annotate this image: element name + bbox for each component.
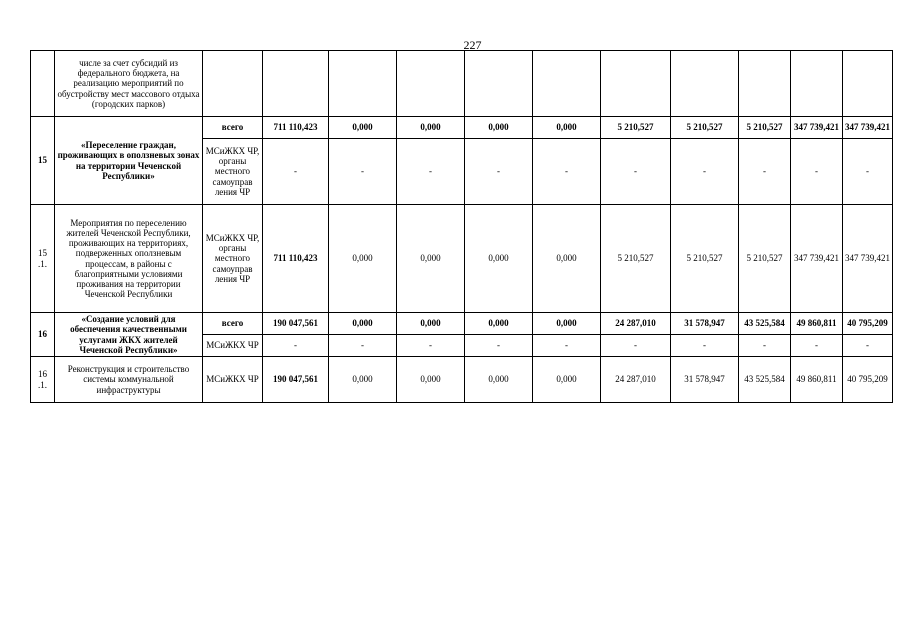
executor-cell: МСиЖКХ ЧР (203, 357, 263, 403)
value-cell: 0,000 (533, 357, 601, 403)
table-row (31, 117, 893, 139)
value-cell: 5 210,527 (671, 117, 739, 139)
value-cell: 0,000 (329, 205, 397, 313)
value-cell: 40 795,209 (843, 313, 893, 335)
value-cell: - (791, 139, 843, 205)
value-cell: - (601, 139, 671, 205)
value-cell: - (329, 335, 397, 357)
value-cell: - (465, 139, 533, 205)
value-cell: 0,000 (533, 117, 601, 139)
value-cell (791, 51, 843, 117)
value-cell: 49 860,811 (791, 313, 843, 335)
value-cell: - (739, 335, 791, 357)
value-cell: - (533, 335, 601, 357)
value-cell (263, 51, 329, 117)
value-cell: 0,000 (533, 205, 601, 313)
value-cell: 43 525,584 (739, 313, 791, 335)
value-cell: 0,000 (397, 205, 465, 313)
value-cell: 190 047,561 (263, 313, 329, 335)
row-name-cell: «Создание условий для обеспечения качественными услугами ЖКХ жителей Чеченской Республики» (55, 313, 203, 357)
row-number-cell: 15 .1. (31, 205, 55, 313)
value-cell: 347 739,421 (791, 205, 843, 313)
value-cell: 40 795,209 (843, 357, 893, 403)
value-cell: 711 110,423 (263, 205, 329, 313)
row-name-cell: «Переселение граждан, проживающих в оползневых зонах на территории Чеченской Республики» (55, 117, 203, 205)
value-cell: - (843, 335, 893, 357)
executor-cell: всего (203, 313, 263, 335)
value-cell: 5 210,527 (739, 205, 791, 313)
value-cell: 5 210,527 (739, 117, 791, 139)
value-cell: - (791, 335, 843, 357)
table-row (31, 313, 893, 335)
value-cell: 347 739,421 (843, 117, 893, 139)
value-cell: 190 047,561 (263, 357, 329, 403)
value-cell: - (263, 139, 329, 205)
value-cell (601, 51, 671, 117)
value-cell: 0,000 (465, 205, 533, 313)
value-cell: 0,000 (397, 357, 465, 403)
value-cell (533, 51, 601, 117)
executor-cell: МСиЖКХ ЧР, органы местного самоуправ ления ЧР (203, 205, 263, 313)
value-cell: 0,000 (397, 313, 465, 335)
value-cell: - (329, 139, 397, 205)
row-number-cell: 16 (31, 313, 55, 357)
row-name-cell: Мероприятия по переселению жителей Чеченской Республики, проживающих на территориях, подверженных оползневым процессам, в районы с благоприятными условиями проживания на территории Чеченской Республики (55, 205, 203, 313)
table-row (31, 357, 893, 403)
row-number-cell: 16 .1. (31, 357, 55, 403)
row-name-cell: числе за счет субсидий из федерального бюджета, на реализацию мероприятий по обустройству мест массового отдыха (городских парков) (55, 51, 203, 117)
value-cell: 347 739,421 (843, 205, 893, 313)
value-cell: - (671, 139, 739, 205)
value-cell: - (671, 335, 739, 357)
executor-cell: МСиЖКХ ЧР (203, 335, 263, 357)
value-cell (671, 51, 739, 117)
value-cell: 43 525,584 (739, 357, 791, 403)
row-name-cell: Реконструкция и строительство системы коммунальной инфраструктуры (55, 357, 203, 403)
value-cell: 31 578,947 (671, 357, 739, 403)
value-cell: - (739, 139, 791, 205)
budget-table (30, 50, 893, 403)
value-cell: 711 110,423 (263, 117, 329, 139)
row-number-cell (31, 51, 55, 117)
executor-cell (203, 51, 263, 117)
value-cell: 0,000 (465, 117, 533, 139)
value-cell: 24 287,010 (601, 357, 671, 403)
value-cell: 0,000 (533, 313, 601, 335)
value-cell: - (263, 335, 329, 357)
value-cell: 0,000 (465, 357, 533, 403)
executor-cell: МСиЖКХ ЧР, органы местного самоуправ ления ЧР (203, 139, 263, 205)
value-cell: 31 578,947 (671, 313, 739, 335)
value-cell: 49 860,811 (791, 357, 843, 403)
value-cell: - (465, 335, 533, 357)
value-cell: 0,000 (397, 117, 465, 139)
value-cell (465, 51, 533, 117)
value-cell: 0,000 (329, 313, 397, 335)
value-cell: - (533, 139, 601, 205)
value-cell: 347 739,421 (791, 117, 843, 139)
value-cell (397, 51, 465, 117)
value-cell: 5 210,527 (601, 117, 671, 139)
value-cell: 0,000 (329, 357, 397, 403)
value-cell (739, 51, 791, 117)
table-row (31, 51, 893, 117)
value-cell: - (601, 335, 671, 357)
value-cell: - (843, 139, 893, 205)
value-cell: - (397, 139, 465, 205)
value-cell: 24 287,010 (601, 313, 671, 335)
page-number: 227 (463, 38, 482, 52)
value-cell: 5 210,527 (671, 205, 739, 313)
value-cell (843, 51, 893, 117)
value-cell: 5 210,527 (601, 205, 671, 313)
value-cell: - (397, 335, 465, 357)
executor-cell: всего (203, 117, 263, 139)
value-cell: 0,000 (329, 117, 397, 139)
row-number-cell: 15 (31, 117, 55, 205)
value-cell (329, 51, 397, 117)
value-cell: 0,000 (465, 313, 533, 335)
table-row (31, 205, 893, 313)
